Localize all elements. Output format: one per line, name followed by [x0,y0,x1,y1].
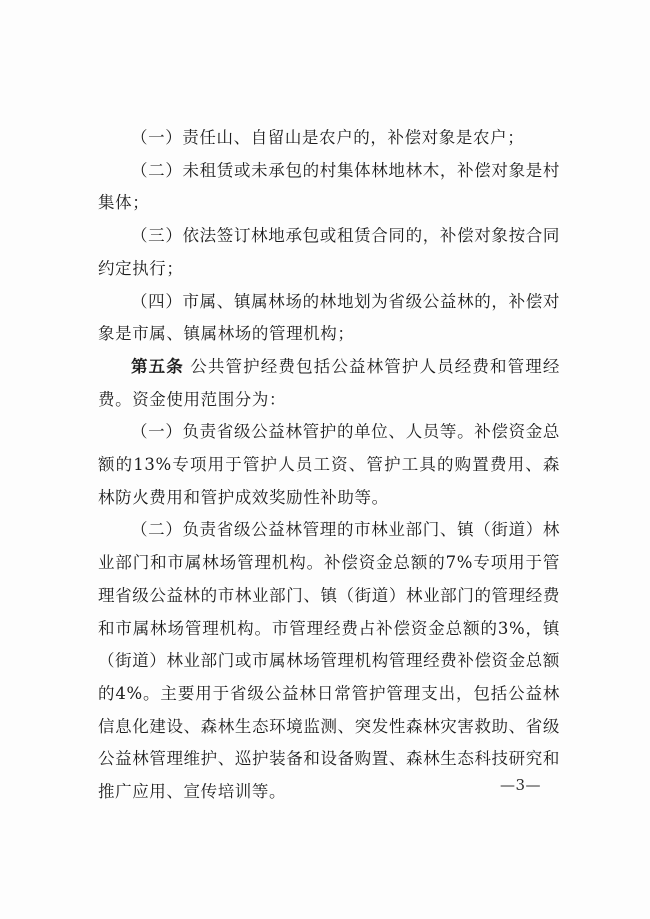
paragraph-text: （二）负责省级公益林管理的市林业部门、镇（街道）林业部门和市属林场管理机构。补偿资金总额的7%专项用于管理省级公益林的市林业部门、镇（街道）林业部门的管理经费和市属林场管理机构。市管理经费占补偿资金总额的3%，镇（街道）林业部门或市属林场管理机构管理经费补偿资金总额的4%。主要用于省级公益林日常管护管理支出，包括公益林信息化建设、森林生态环境监测、突发性森林灾害救助、省级公益林管理维护、巡护装备和设备购置、森林生态科技研究和推广应用、宣传培训等。 [98,520,560,802]
paragraph-compensation-forest-farm [98,286,560,351]
article-heading: 第五条 [131,356,184,376]
paragraph-text: （一）负责省级公益林管护的单位、人员等。补偿资金总额的13%专项用于管护人员工资、管护工具的购置费用、森林防火费用和管护成效奖励性补助等。 [98,422,560,507]
paragraph-management-departments [98,514,560,808]
paragraph-text: （二）未租赁或未承包的村集体林地林木，补偿对象是村集体； [98,160,560,213]
paragraph-compensation-village [98,155,560,220]
document-body [98,122,560,809]
paragraph-article-five [98,351,560,416]
paragraph-management-units [98,416,560,514]
paragraph-text: （四）市属、镇属林场的林地划为省级公益林的，补偿对象是市属、镇属林场的管理机构； [98,291,560,344]
paragraph-text: 公共管护经费包括公益林管护人员经费和管理经费。资金使用范围分为： [98,356,560,409]
paragraph-compensation-contract [98,220,560,285]
page-number: —3— [500,776,542,794]
paragraph-text: （一）责任山、自留山是农户的，补偿对象是农户； [131,128,525,147]
paragraph-text: （三）依法签订林地承包或租赁合同的，补偿对象按合同约定执行； [98,226,560,278]
paragraph-compensation-farmers [98,122,560,155]
